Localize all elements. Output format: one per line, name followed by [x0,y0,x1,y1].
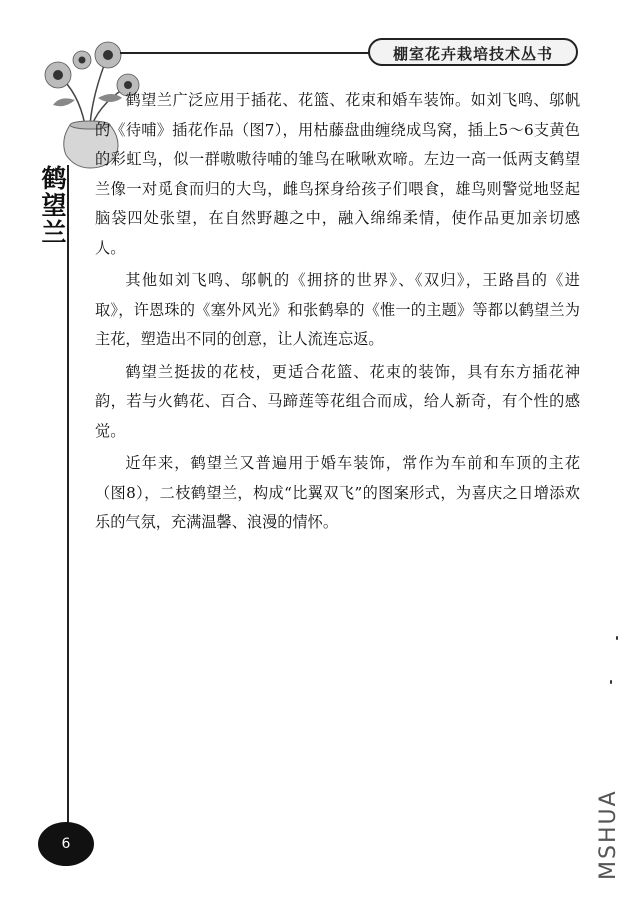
series-title: 棚室花卉栽培技术丛书 [368,38,578,66]
paragraph-4: 近年来，鹤望兰又普遍用于婚车装饰，常作为车前和车顶的主花（图8），二枝鹤望兰，构成“比翼双飞”的图案形式，为喜庆之日增添欢乐的气氛，充满温馨、浪漫的情怀。 [95,454,580,531]
scan-speck [616,636,618,640]
book-title-vertical: 鹤望兰 [38,165,67,246]
scan-speck [610,680,612,684]
side-rule [67,165,69,825]
paragraph-2: 其他如刘飞鸣、邬帆的《拥挤的世界》、《双归》，王路昌的《进取》，许恩珠的《塞外风光》和张鹤皋的《惟一的主题》等都以鹤望兰为主花，塑造出不同的创意，让人流连忘返。 [95,271,580,348]
paragraph-1: 鹤望兰广泛应用于插花、花篮、花束和婚车装饰。如刘飞鸣、邬帆的《待哺》插花作品（图7），用枯藤盘曲缠绕成鸟窝，插上5～6支黄色的彩虹鸟，似一群嗷嗷待哺的雏鸟在啾啾欢啼。左边一高一低两支鹤望兰像一对觅食而归的大鸟，雌鸟探身给孩子们喂食，雄鸟则警觉地竖起脑袋四处张望，在自然野趣之中，融入绵绵柔情，使作品更加亲切感人。 [95,91,580,257]
watermark: MSHUA [596,789,621,881]
body-text [95,86,580,541]
header-rule [120,52,370,54]
paragraph-3: 鹤望兰挺拔的花枝，更适合花篮、花束的装饰，具有东方插花神韵，若与火鹤花、百合、马蹄莲等花组合而成，给人新奇，有个性的感觉。 [95,362,580,440]
page-number: 6 [38,822,94,866]
